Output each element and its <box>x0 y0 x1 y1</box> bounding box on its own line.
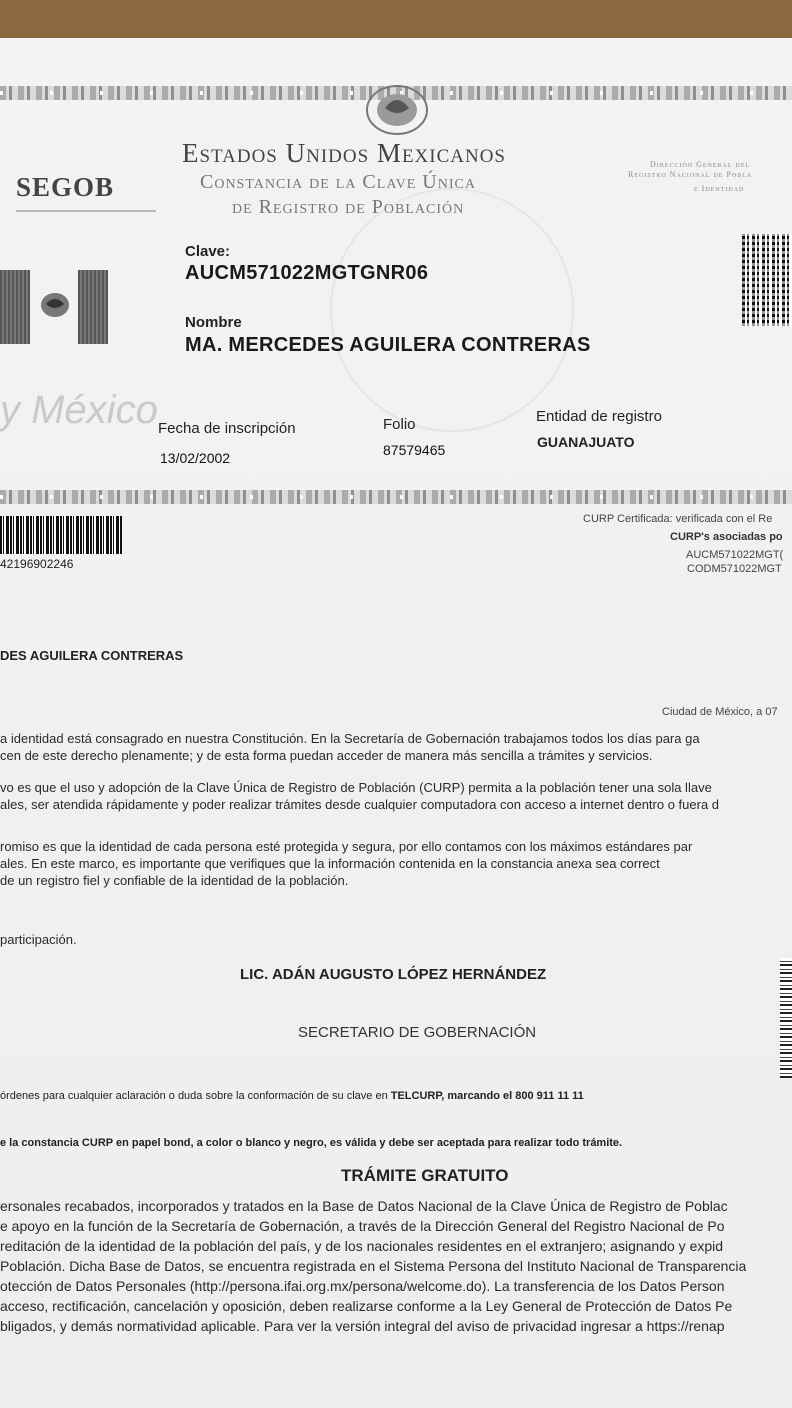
entidad-label: Entidad de registro <box>536 408 662 425</box>
side-qr-code <box>780 958 792 1078</box>
letter-p3-line3: de un registro fiel y confiable de la identidad de la población. <box>0 873 349 888</box>
direccion-line-2: Registro Nacional de Pobla <box>628 170 753 179</box>
telcurp-prefix: órdenes para cualquier aclaración o duda sobre la conformación de su clave en <box>0 1090 391 1102</box>
direccion-line-1: Dirección General del <box>650 160 751 169</box>
letter-p2-line1: vo es que el uso y adopción de la Clave Única de Registro de Población (CURP) permita a la población tener una sola llave <box>0 780 712 795</box>
curp-document <box>0 38 792 1408</box>
segob-logo: SEGOB <box>16 172 115 202</box>
document-subtitle-1: Constancia de la Clave Única <box>200 171 476 193</box>
signer-name: LIC. ADÁN AUGUSTO LÓPEZ HERNÁNDEZ <box>240 966 547 983</box>
clave-value: AUCM571022MGTGNR06 <box>185 262 429 284</box>
eagle-emblem-icon <box>38 290 72 320</box>
document-title: Estados Unidos Mexicanos <box>182 138 506 168</box>
barcode <box>0 516 122 554</box>
letter-p3-line1: romiso es que la identidad de cada persona esté protegida y segura, por ello contamos con los máximos estándares par <box>0 839 693 854</box>
privacy-line-4: Población. Dicha Base de Datos, se encuentra registrada en el Sistema Persona del Instituto Nacional de Transparencia <box>0 1258 747 1274</box>
asociadas-label: CURP's asociadas po <box>670 531 783 543</box>
certificada-note: CURP Certificada: verificada con el Re <box>583 513 773 525</box>
segob-underline <box>16 210 156 212</box>
clave-label: Clave: <box>185 243 231 260</box>
folio-label: Folio <box>383 416 416 433</box>
direccion-line-3: e Identidad <box>694 184 745 193</box>
seal-watermark <box>330 188 574 432</box>
nombre-value: MA. MERCEDES AGUILERA CONTRERAS <box>185 334 591 356</box>
entidad-value: GUANAJUATO <box>537 434 635 450</box>
privacy-line-5: otección de Datos Personales (http://persona.ifai.org.mx/persona/welcome.do). La transferencia de los Datos Person <box>0 1278 725 1294</box>
privacy-line-6: acceso, rectificación, cancelación y oposición, deben realizarse conforme a la Ley General de Protección de Datos Pe <box>0 1298 733 1314</box>
fecha-value: 13/02/2002 <box>160 450 231 466</box>
telcurp-line <box>0 1090 584 1102</box>
curp-asociada-1: AUCM571022MGT( <box>686 549 784 561</box>
addressee-name: DES AGUILERA CONTRERAS <box>0 648 184 663</box>
middle-security-band <box>0 490 792 504</box>
mexico-watermark: y México <box>0 388 158 432</box>
privacy-line-1: ersonales recabados, incorporados y tratados en la Base de Datos Nacional de la Clave Única de Registro de Poblac <box>0 1198 728 1214</box>
curp-asociada-2: CODM571022MGT <box>687 563 782 575</box>
fecha-label: Fecha de inscripción <box>158 420 296 437</box>
letter-p4: participación. <box>0 932 77 947</box>
privacy-line-3: reditación de la identidad de la población del país, y de los nacionales residentes en el extranjero; asignando y expid <box>0 1238 724 1254</box>
privacy-line-7: bligados, y demás normatividad aplicable. Para ver la versión integral del aviso de privacidad ingresar a https://renap <box>0 1318 725 1334</box>
letter-p2-line2: ales, ser atendida rápidamente y poder realizar trámites desde cualquier computadora con acceso a internet dentro o fuera d <box>0 797 720 812</box>
barcode-number: 42196902246 <box>0 557 74 571</box>
letter-p1-line2: cen de este derecho plenamente; y de esta forma puedan acceder de manera más sencilla a trámites y servicios. <box>0 748 653 763</box>
nombre-label: Nombre <box>185 314 242 331</box>
letter-p3-line2: ales. En este marco, es importante que verifiques que la información contenida en la constancia anexa sea correct <box>0 856 660 871</box>
signer-title: SECRETARIO DE GOBERNACIÓN <box>298 1024 537 1041</box>
folio-value: 87579465 <box>383 442 446 458</box>
date-line: Ciudad de México, a 07 <box>662 706 778 718</box>
document-subtitle-2: de Registro de Población <box>232 196 465 218</box>
telcurp-number: TELCURP, marcando el 800 911 11 11 <box>390 1090 584 1102</box>
flag-left-band <box>0 270 30 344</box>
letter-p1-line1: a identidad está consagrado en nuestra Constitución. En la Secretaría de Gobernación trabajamos todos los días para ga <box>0 731 700 746</box>
flag-right-band <box>78 270 108 344</box>
qr-code <box>742 234 792 326</box>
tramite-gratuito: TRÁMITE GRATUITO <box>341 1166 509 1185</box>
privacy-line-2: e apoyo en la función de la Secretaría de Gobernación, a través de la Dirección General del Registro Nacional de Po <box>0 1218 725 1234</box>
coat-of-arms-icon <box>355 78 439 138</box>
validity-note: e la constancia CURP en papel bond, a color o blanco y negro, es válida y debe ser aceptada para realizar todo trámite. <box>0 1137 623 1149</box>
